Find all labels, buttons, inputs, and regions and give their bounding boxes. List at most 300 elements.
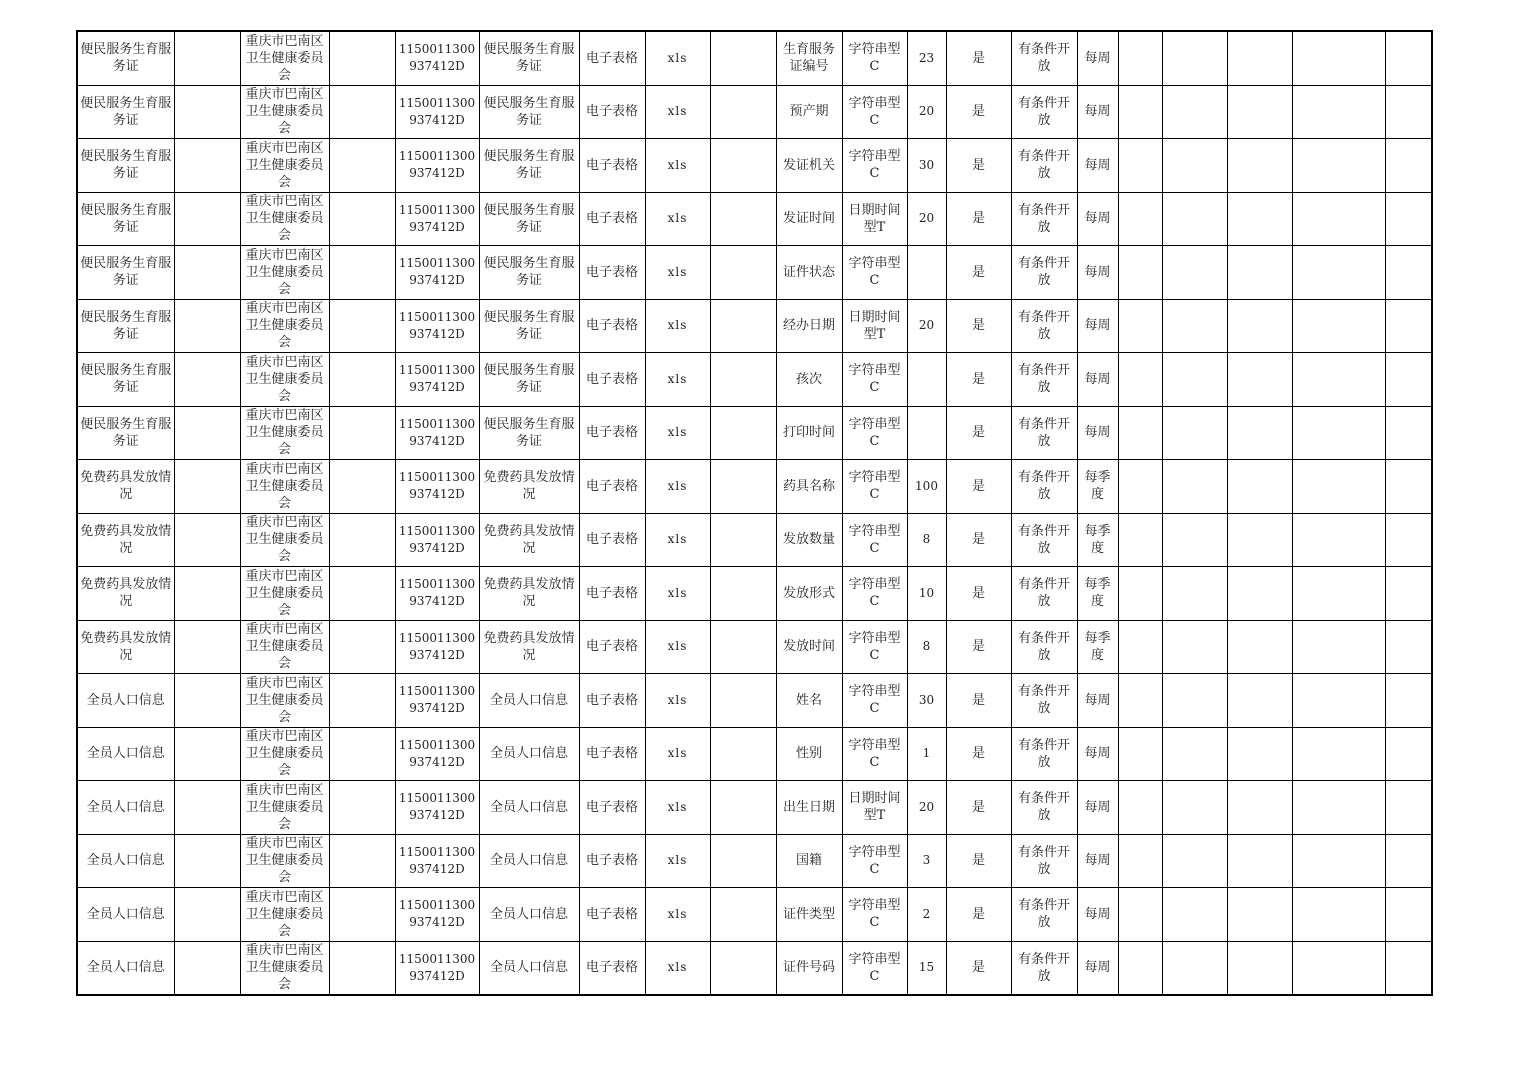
provider-agency-cell: 重庆市巴南区卫生健康委员会	[240, 888, 329, 942]
empty-cell	[1292, 674, 1385, 728]
table-row	[77, 85, 1432, 139]
open-type-cell: 有条件开放	[1011, 85, 1077, 139]
table-row	[77, 727, 1432, 781]
empty-cell	[1118, 834, 1162, 888]
table-row	[77, 31, 1432, 85]
open-type-cell: 有条件开放	[1011, 781, 1077, 835]
resource-name-cell: 便民服务生育服务证	[77, 85, 174, 139]
info-item-cell: 便民服务生育服务证	[479, 192, 579, 246]
shared-flag-cell: 是	[946, 192, 1011, 246]
provider-agency-cell: 重庆市巴南区卫生健康委员会	[240, 353, 329, 407]
agency-code-cell: 1150011300937412D	[395, 513, 479, 567]
data-type-cell: 字符串型C	[842, 620, 907, 674]
empty-cell	[174, 460, 240, 514]
shared-flag-cell: 是	[946, 941, 1011, 995]
update-frequency-cell: 每周	[1077, 192, 1118, 246]
agency-code-cell: 1150011300937412D	[395, 888, 479, 942]
data-type-cell: 字符串型C	[842, 139, 907, 193]
data-type-cell: 日期时间型T	[842, 192, 907, 246]
field-name-cell: 证件号码	[776, 941, 842, 995]
empty-cell	[329, 567, 395, 621]
resource-name-cell: 免费药具发放情况	[77, 620, 174, 674]
update-frequency-cell: 每季度	[1077, 460, 1118, 514]
format-cell: xls	[645, 192, 710, 246]
data-length-cell: 2	[907, 888, 946, 942]
shared-flag-cell: 是	[946, 353, 1011, 407]
shared-flag-cell: 是	[946, 888, 1011, 942]
open-type-cell: 有条件开放	[1011, 834, 1077, 888]
field-name-cell: 发放形式	[776, 567, 842, 621]
open-type-cell: 有条件开放	[1011, 674, 1077, 728]
empty-cell	[1292, 353, 1385, 407]
empty-cell	[1385, 834, 1432, 888]
agency-code-cell: 1150011300937412D	[395, 781, 479, 835]
data-type-cell: 日期时间型T	[842, 299, 907, 353]
agency-code-cell: 1150011300937412D	[395, 727, 479, 781]
empty-cell	[1292, 834, 1385, 888]
empty-cell	[174, 85, 240, 139]
empty-cell	[1162, 31, 1227, 85]
table-row	[77, 406, 1432, 460]
shared-flag-cell: 是	[946, 139, 1011, 193]
data-length-cell: 30	[907, 139, 946, 193]
update-frequency-cell: 每周	[1077, 834, 1118, 888]
empty-cell	[710, 834, 776, 888]
empty-cell	[1227, 941, 1292, 995]
empty-cell	[710, 85, 776, 139]
empty-cell	[710, 460, 776, 514]
format-cell: xls	[645, 513, 710, 567]
empty-cell	[1118, 353, 1162, 407]
format-cell: xls	[645, 834, 710, 888]
format-cell: xls	[645, 567, 710, 621]
format-cell: xls	[645, 353, 710, 407]
table-row	[77, 246, 1432, 300]
update-frequency-cell: 每周	[1077, 299, 1118, 353]
shared-flag-cell: 是	[946, 674, 1011, 728]
empty-cell	[1292, 85, 1385, 139]
info-item-cell: 全员人口信息	[479, 674, 579, 728]
empty-cell	[1162, 460, 1227, 514]
format-cell: xls	[645, 139, 710, 193]
table-row	[77, 299, 1432, 353]
provider-agency-cell: 重庆市巴南区卫生健康委员会	[240, 727, 329, 781]
table-row	[77, 674, 1432, 728]
resource-name-cell: 全员人口信息	[77, 888, 174, 942]
empty-cell	[1292, 620, 1385, 674]
empty-cell	[1162, 620, 1227, 674]
resource-name-cell: 便民服务生育服务证	[77, 353, 174, 407]
empty-cell	[1162, 513, 1227, 567]
info-item-cell: 全员人口信息	[479, 727, 579, 781]
table-row	[77, 192, 1432, 246]
open-type-cell: 有条件开放	[1011, 513, 1077, 567]
resource-name-cell: 全员人口信息	[77, 674, 174, 728]
data-length-cell: 20	[907, 85, 946, 139]
info-item-cell: 便民服务生育服务证	[479, 139, 579, 193]
empty-cell	[329, 620, 395, 674]
empty-cell	[1385, 674, 1432, 728]
data-type-cell: 字符串型C	[842, 406, 907, 460]
table-row	[77, 941, 1432, 995]
format-cell: xls	[645, 460, 710, 514]
empty-cell	[710, 299, 776, 353]
open-type-cell: 有条件开放	[1011, 31, 1077, 85]
empty-cell	[1385, 299, 1432, 353]
empty-cell	[710, 620, 776, 674]
empty-cell	[1227, 139, 1292, 193]
format-cell: xls	[645, 781, 710, 835]
resource-name-cell: 全员人口信息	[77, 727, 174, 781]
empty-cell	[1385, 85, 1432, 139]
empty-cell	[1292, 781, 1385, 835]
agency-code-cell: 1150011300937412D	[395, 674, 479, 728]
data-type-cell: 字符串型C	[842, 567, 907, 621]
data-length-cell: 8	[907, 620, 946, 674]
empty-cell	[174, 139, 240, 193]
empty-cell	[1292, 513, 1385, 567]
empty-cell	[174, 727, 240, 781]
empty-cell	[1162, 674, 1227, 728]
open-type-cell: 有条件开放	[1011, 192, 1077, 246]
info-item-cell: 便民服务生育服务证	[479, 406, 579, 460]
empty-cell	[1118, 406, 1162, 460]
format-cell: xls	[645, 299, 710, 353]
empty-cell	[710, 353, 776, 407]
data-length-cell	[907, 246, 946, 300]
data-length-cell	[907, 406, 946, 460]
data-type-cell: 日期时间型T	[842, 781, 907, 835]
format-type-cell: 电子表格	[579, 727, 645, 781]
update-frequency-cell: 每周	[1077, 781, 1118, 835]
empty-cell	[1227, 246, 1292, 300]
empty-cell	[1385, 353, 1432, 407]
table-row	[77, 353, 1432, 407]
empty-cell	[1292, 139, 1385, 193]
empty-cell	[1118, 246, 1162, 300]
empty-cell	[1118, 567, 1162, 621]
empty-cell	[174, 31, 240, 85]
data-length-cell: 30	[907, 674, 946, 728]
empty-cell	[1385, 139, 1432, 193]
field-name-cell: 发证时间	[776, 192, 842, 246]
update-frequency-cell: 每周	[1077, 941, 1118, 995]
info-item-cell: 便民服务生育服务证	[479, 299, 579, 353]
shared-flag-cell: 是	[946, 781, 1011, 835]
table-row	[77, 620, 1432, 674]
empty-cell	[1118, 460, 1162, 514]
field-name-cell: 姓名	[776, 674, 842, 728]
update-frequency-cell: 每周	[1077, 888, 1118, 942]
empty-cell	[1162, 299, 1227, 353]
empty-cell	[174, 513, 240, 567]
provider-agency-cell: 重庆市巴南区卫生健康委员会	[240, 85, 329, 139]
empty-cell	[329, 31, 395, 85]
empty-cell	[329, 139, 395, 193]
empty-cell	[329, 299, 395, 353]
shared-flag-cell: 是	[946, 513, 1011, 567]
empty-cell	[1385, 567, 1432, 621]
data-type-cell: 字符串型C	[842, 727, 907, 781]
empty-cell	[329, 781, 395, 835]
format-cell: xls	[645, 406, 710, 460]
empty-cell	[1118, 31, 1162, 85]
empty-cell	[710, 513, 776, 567]
empty-cell	[1227, 620, 1292, 674]
empty-cell	[710, 888, 776, 942]
format-cell: xls	[645, 941, 710, 995]
empty-cell	[1118, 888, 1162, 942]
empty-cell	[1227, 727, 1292, 781]
empty-cell	[1118, 192, 1162, 246]
info-item-cell: 免费药具发放情况	[479, 513, 579, 567]
shared-flag-cell: 是	[946, 406, 1011, 460]
open-type-cell: 有条件开放	[1011, 139, 1077, 193]
empty-cell	[1385, 941, 1432, 995]
update-frequency-cell: 每季度	[1077, 620, 1118, 674]
empty-cell	[1292, 31, 1385, 85]
info-item-cell: 便民服务生育服务证	[479, 31, 579, 85]
format-type-cell: 电子表格	[579, 85, 645, 139]
update-frequency-cell: 每季度	[1077, 567, 1118, 621]
data-length-cell: 100	[907, 460, 946, 514]
empty-cell	[1118, 620, 1162, 674]
format-cell: xls	[645, 620, 710, 674]
empty-cell	[710, 674, 776, 728]
shared-flag-cell: 是	[946, 567, 1011, 621]
empty-cell	[329, 192, 395, 246]
update-frequency-cell: 每周	[1077, 353, 1118, 407]
agency-code-cell: 1150011300937412D	[395, 299, 479, 353]
format-type-cell: 电子表格	[579, 888, 645, 942]
update-frequency-cell: 每周	[1077, 139, 1118, 193]
data-length-cell: 20	[907, 192, 946, 246]
empty-cell	[329, 888, 395, 942]
data-catalog-table	[76, 30, 1433, 996]
open-type-cell: 有条件开放	[1011, 460, 1077, 514]
provider-agency-cell: 重庆市巴南区卫生健康委员会	[240, 781, 329, 835]
table-body	[77, 31, 1432, 995]
empty-cell	[174, 406, 240, 460]
field-name-cell: 生育服务证编号	[776, 31, 842, 85]
empty-cell	[329, 406, 395, 460]
resource-name-cell: 便民服务生育服务证	[77, 299, 174, 353]
empty-cell	[710, 727, 776, 781]
agency-code-cell: 1150011300937412D	[395, 139, 479, 193]
format-type-cell: 电子表格	[579, 567, 645, 621]
empty-cell	[174, 834, 240, 888]
empty-cell	[329, 85, 395, 139]
format-type-cell: 电子表格	[579, 834, 645, 888]
table-row	[77, 513, 1432, 567]
format-cell: xls	[645, 85, 710, 139]
data-type-cell: 字符串型C	[842, 888, 907, 942]
format-type-cell: 电子表格	[579, 246, 645, 300]
empty-cell	[710, 139, 776, 193]
empty-cell	[1162, 567, 1227, 621]
empty-cell	[174, 781, 240, 835]
empty-cell	[1162, 139, 1227, 193]
agency-code-cell: 1150011300937412D	[395, 460, 479, 514]
info-item-cell: 全员人口信息	[479, 781, 579, 835]
provider-agency-cell: 重庆市巴南区卫生健康委员会	[240, 192, 329, 246]
empty-cell	[1118, 299, 1162, 353]
empty-cell	[329, 727, 395, 781]
format-type-cell: 电子表格	[579, 941, 645, 995]
shared-flag-cell: 是	[946, 727, 1011, 781]
agency-code-cell: 1150011300937412D	[395, 567, 479, 621]
empty-cell	[1162, 727, 1227, 781]
update-frequency-cell: 每周	[1077, 406, 1118, 460]
data-length-cell: 20	[907, 299, 946, 353]
empty-cell	[710, 192, 776, 246]
data-length-cell: 8	[907, 513, 946, 567]
empty-cell	[174, 620, 240, 674]
shared-flag-cell: 是	[946, 299, 1011, 353]
resource-name-cell: 免费药具发放情况	[77, 567, 174, 621]
data-length-cell	[907, 353, 946, 407]
empty-cell	[710, 781, 776, 835]
empty-cell	[710, 567, 776, 621]
empty-cell	[1292, 567, 1385, 621]
data-type-cell: 字符串型C	[842, 513, 907, 567]
provider-agency-cell: 重庆市巴南区卫生健康委员会	[240, 460, 329, 514]
resource-name-cell: 便民服务生育服务证	[77, 192, 174, 246]
empty-cell	[1162, 246, 1227, 300]
format-type-cell: 电子表格	[579, 353, 645, 407]
format-type-cell: 电子表格	[579, 620, 645, 674]
empty-cell	[1118, 941, 1162, 995]
provider-agency-cell: 重庆市巴南区卫生健康委员会	[240, 31, 329, 85]
resource-name-cell: 便民服务生育服务证	[77, 406, 174, 460]
data-length-cell: 15	[907, 941, 946, 995]
update-frequency-cell: 每周	[1077, 727, 1118, 781]
agency-code-cell: 1150011300937412D	[395, 192, 479, 246]
empty-cell	[329, 246, 395, 300]
update-frequency-cell: 每周	[1077, 85, 1118, 139]
provider-agency-cell: 重庆市巴南区卫生健康委员会	[240, 139, 329, 193]
shared-flag-cell: 是	[946, 460, 1011, 514]
data-type-cell: 字符串型C	[842, 674, 907, 728]
empty-cell	[174, 567, 240, 621]
empty-cell	[1227, 31, 1292, 85]
update-frequency-cell: 每周	[1077, 31, 1118, 85]
provider-agency-cell: 重庆市巴南区卫生健康委员会	[240, 834, 329, 888]
provider-agency-cell: 重庆市巴南区卫生健康委员会	[240, 941, 329, 995]
provider-agency-cell: 重庆市巴南区卫生健康委员会	[240, 674, 329, 728]
shared-flag-cell: 是	[946, 31, 1011, 85]
empty-cell	[1385, 406, 1432, 460]
empty-cell	[1292, 192, 1385, 246]
open-type-cell: 有条件开放	[1011, 620, 1077, 674]
data-type-cell: 字符串型C	[842, 460, 907, 514]
resource-name-cell: 便民服务生育服务证	[77, 139, 174, 193]
open-type-cell: 有条件开放	[1011, 567, 1077, 621]
info-item-cell: 免费药具发放情况	[479, 460, 579, 514]
empty-cell	[710, 406, 776, 460]
field-name-cell: 预产期	[776, 85, 842, 139]
empty-cell	[1292, 941, 1385, 995]
format-cell: xls	[645, 674, 710, 728]
empty-cell	[1118, 674, 1162, 728]
empty-cell	[1118, 727, 1162, 781]
open-type-cell: 有条件开放	[1011, 246, 1077, 300]
format-type-cell: 电子表格	[579, 31, 645, 85]
empty-cell	[1227, 460, 1292, 514]
data-length-cell: 10	[907, 567, 946, 621]
update-frequency-cell: 每季度	[1077, 513, 1118, 567]
open-type-cell: 有条件开放	[1011, 888, 1077, 942]
data-type-cell: 字符串型C	[842, 31, 907, 85]
open-type-cell: 有条件开放	[1011, 299, 1077, 353]
shared-flag-cell: 是	[946, 85, 1011, 139]
table-row	[77, 139, 1432, 193]
field-name-cell: 药具名称	[776, 460, 842, 514]
empty-cell	[1227, 353, 1292, 407]
data-type-cell: 字符串型C	[842, 941, 907, 995]
resource-name-cell: 便民服务生育服务证	[77, 31, 174, 85]
empty-cell	[1162, 834, 1227, 888]
info-item-cell: 全员人口信息	[479, 834, 579, 888]
data-type-cell: 字符串型C	[842, 246, 907, 300]
format-type-cell: 电子表格	[579, 781, 645, 835]
info-item-cell: 全员人口信息	[479, 941, 579, 995]
field-name-cell: 性别	[776, 727, 842, 781]
open-type-cell: 有条件开放	[1011, 941, 1077, 995]
shared-flag-cell: 是	[946, 246, 1011, 300]
agency-code-cell: 1150011300937412D	[395, 834, 479, 888]
empty-cell	[329, 460, 395, 514]
field-name-cell: 孩次	[776, 353, 842, 407]
format-type-cell: 电子表格	[579, 299, 645, 353]
format-type-cell: 电子表格	[579, 460, 645, 514]
empty-cell	[1385, 31, 1432, 85]
field-name-cell: 证件类型	[776, 888, 842, 942]
empty-cell	[1227, 513, 1292, 567]
info-item-cell: 便民服务生育服务证	[479, 85, 579, 139]
agency-code-cell: 1150011300937412D	[395, 31, 479, 85]
empty-cell	[1385, 727, 1432, 781]
update-frequency-cell: 每周	[1077, 674, 1118, 728]
empty-cell	[1118, 85, 1162, 139]
empty-cell	[174, 353, 240, 407]
empty-cell	[329, 353, 395, 407]
empty-cell	[1385, 192, 1432, 246]
empty-cell	[329, 941, 395, 995]
empty-cell	[1227, 299, 1292, 353]
table-row	[77, 567, 1432, 621]
shared-flag-cell: 是	[946, 834, 1011, 888]
update-frequency-cell: 每周	[1077, 246, 1118, 300]
empty-cell	[1292, 727, 1385, 781]
data-length-cell: 20	[907, 781, 946, 835]
empty-cell	[710, 246, 776, 300]
shared-flag-cell: 是	[946, 620, 1011, 674]
data-length-cell: 23	[907, 31, 946, 85]
data-type-cell: 字符串型C	[842, 353, 907, 407]
empty-cell	[1385, 888, 1432, 942]
format-cell: xls	[645, 727, 710, 781]
empty-cell	[1227, 674, 1292, 728]
field-name-cell: 发证机关	[776, 139, 842, 193]
empty-cell	[1227, 567, 1292, 621]
empty-cell	[1385, 620, 1432, 674]
agency-code-cell: 1150011300937412D	[395, 353, 479, 407]
provider-agency-cell: 重庆市巴南区卫生健康委员会	[240, 513, 329, 567]
resource-name-cell: 免费药具发放情况	[77, 460, 174, 514]
empty-cell	[1292, 246, 1385, 300]
field-name-cell: 发放数量	[776, 513, 842, 567]
